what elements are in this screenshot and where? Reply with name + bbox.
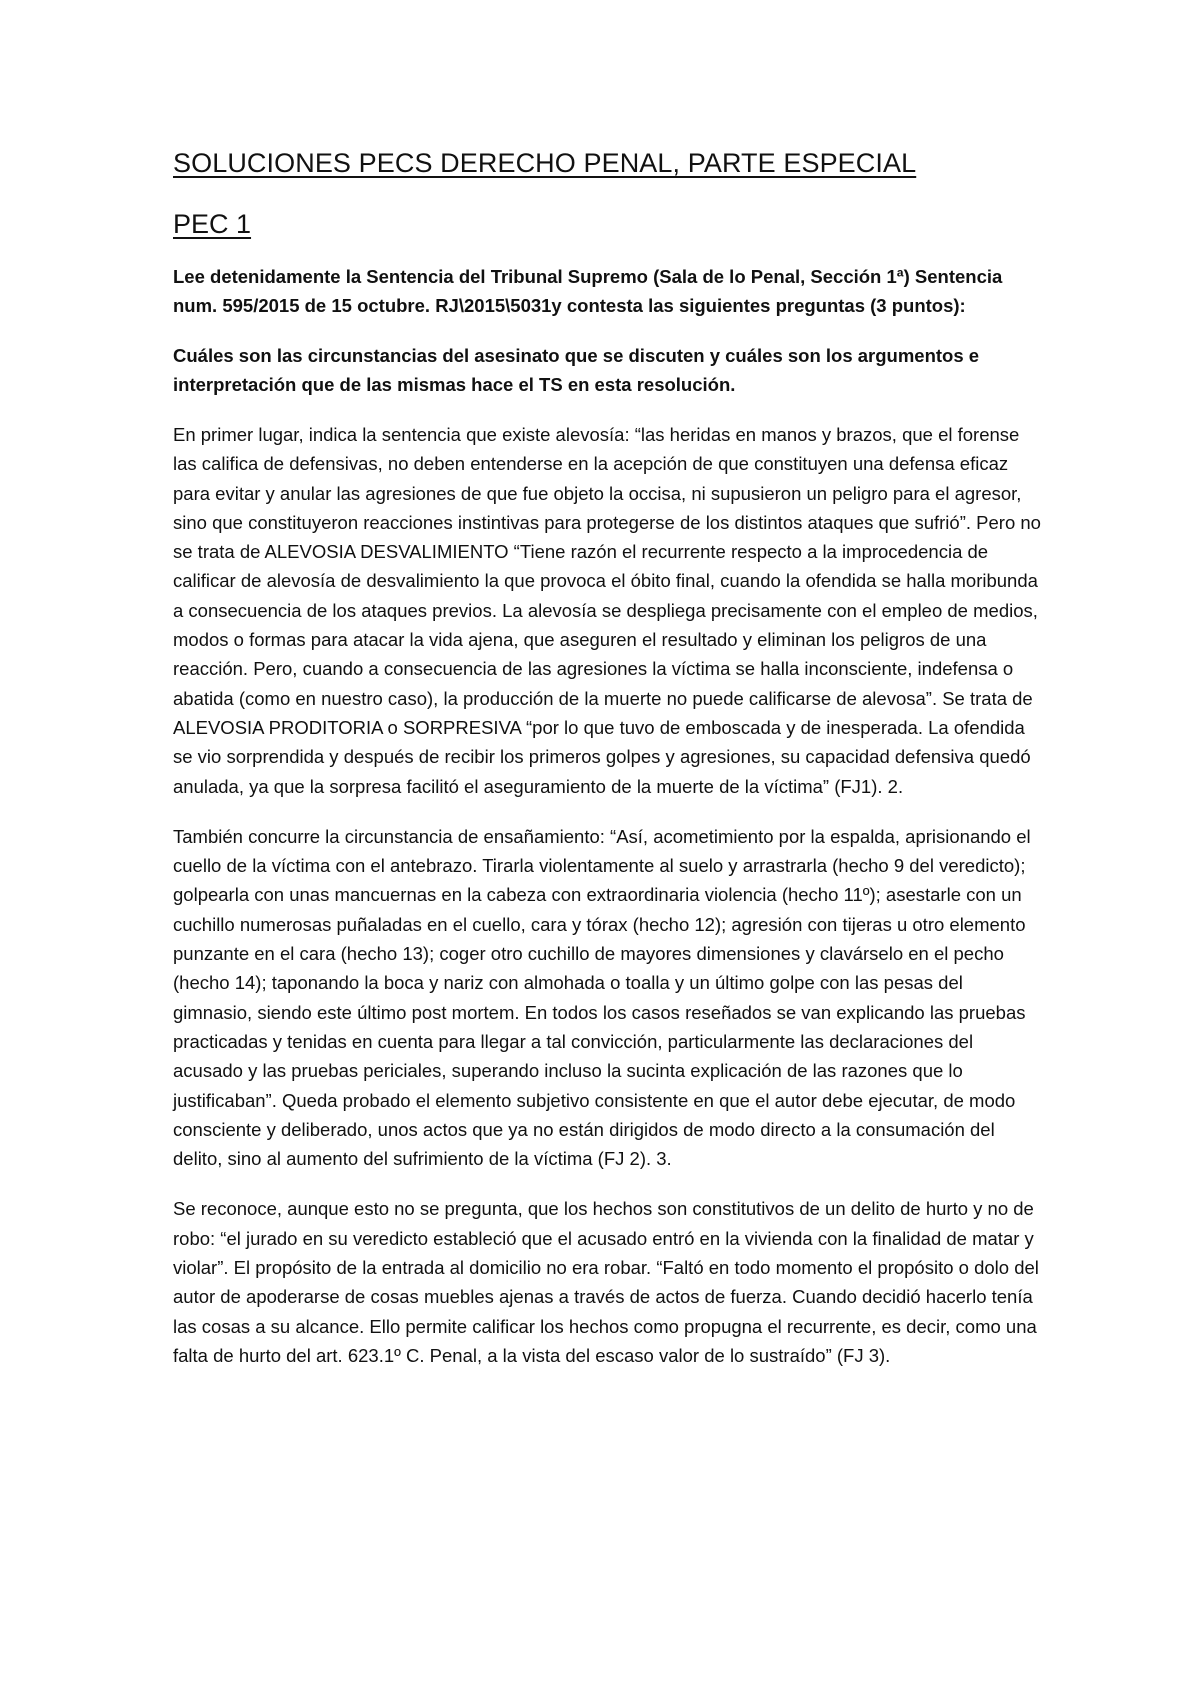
document-title: SOLUCIONES PECS DERECHO PENAL, PARTE ESPECIAL xyxy=(173,148,917,178)
answer-paragraph-hurto: Se reconoce, aunque esto no se pregunta, que los hechos son constitutivos de un delito de hurto y no de robo: “el jurado en su veredicto estableció que el acusado entró en la vivienda con la finalidad de matar y violar”. El propósito de la entrada al domicilio no era robar. “Faltó en todo momento el propósito o dolo del autor de apoderarse de cosas muebles ajenas a través de actos de fuerza. Cuando decidió hacerlo tenía las cosas a su alcance. Ello permite calificar los hechos como propugna el recurrente, es decir, como una falta de hurto del art. 623.1º C. Penal, a la vista del escaso valor de lo sustraído” (FJ 3). xyxy=(173,1198,1039,1366)
answer-paragraph-ensanamiento: También concurre la circunstancia de ensañamiento: “Así, acometimiento por la espalda, aprisionando el cuello de la víctima con el antebrazo. Tirarla violentamente al suelo y arrastrarla (hecho 9 del veredicto); golpearla con unas mancuernas en la cabeza con extraordinaria violencia (hecho 11º); asestarle con un cuchillo numerosas puñaladas en el cuello, cara y tórax (hecho 12); agresión con tijeras u otro elemento punzante en el cara (hecho 13); coger otro cuchillo de mayores dimensiones y clavárselo en el pecho (hecho 14); taponando la boca y nariz con almohada o toalla y un último golpe con las pesas del gimnasio, siendo este último post mortem. En todos los casos reseñados se van explicando las pruebas practicadas y tenidas en cuenta para llegar a tal convicción, particularmente las declaraciones del acusado y las pruebas periciales, superando incluso la sucinta explicación de las razones que lo justificaban”. Queda probado el elemento subjetivo consistente en que el autor debe ejecutar, de modo consciente y deliberado, unos actos que ya no están dirigidos de modo directo a la consumación del delito, sino al aumento del sufrimiento de la víctima (FJ 2). 3. xyxy=(173,825,1031,1170)
question-text: Cuáles son las circunstancias del asesinato que se discuten y cuáles son los argumentos e interpretación que de las mismas hace el TS en esta resolución. xyxy=(173,345,980,395)
instruction-text: Lee detenidamente la Sentencia del Tribunal Supremo (Sala de lo Penal, Sección 1ª) Sentencia num. 595/2015 de 15 octubre. RJ\2015\5031y contesta las siguientes preguntas (3 puntos): xyxy=(173,266,1003,316)
answer-paragraph-alevosia: En primer lugar, indica la sentencia que existe alevosía: “las heridas en manos y brazos, que el forense las califica de defensivas, no deben entenderse en la acepción de que constituyen una defensa eficaz para evitar y anular las agresiones de que fue objeto la occisa, ni supusieron un peligro para el agresor, sino que constituyeron reacciones instintivas para protegerse de los distintos ataques que sufrió”. Pero no se trata de ALEVOSIA DESVALIMIENTO “Tiene razón el recurrente respecto a la improcedencia de calificar de alevosía de desvalimiento la que provoca el óbito final, cuando la ofendida se halla moribunda a consecuencia de los ataques previos. La alevosía se despliega precisamente con el empleo de medios, modos o formas para atacar la vida ajena, que aseguren el resultado y eliminan los peligros de una reacción. Pero, cuando a consecuencia de las agresiones la víctima se halla inconsciente, indefensa o abatida (como en nuestro caso), la producción de la muerte no puede calificarse de alevosa”. Se trata de ALEVOSIA PRODITORIA o SORPRESIVA “por lo que tuvo de emboscada y de inesperada. La ofendida se vio sorprendida y después de recibir los primeros golpes y agresiones, su capacidad defensiva quedó anulada, ya que la sorpresa facilitó el aseguramiento de la muerte de la víctima” (FJ1). 2. xyxy=(173,424,1041,797)
section-heading: PEC 1 xyxy=(173,209,252,239)
document-page xyxy=(173,148,1043,1391)
